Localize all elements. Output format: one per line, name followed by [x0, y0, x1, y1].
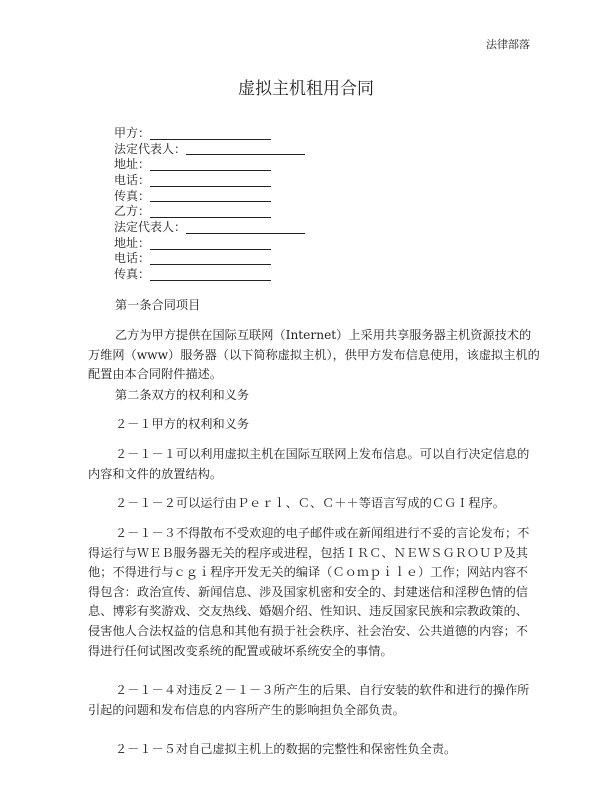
- field-label: 电话：: [114, 173, 151, 188]
- paragraph-line: 第一条合同项目: [115, 298, 201, 312]
- party-field: [114, 173, 305, 189]
- party-field: [114, 142, 305, 158]
- field-label: 法定代表人：: [114, 220, 187, 235]
- paragraph-line: 他；不得进行与ｃｇｉ程序开发无关的编译（Ｃｏｍｐｉｌｅ）工作；网站内容不: [88, 565, 528, 580]
- party-field: [114, 126, 305, 142]
- paragraph-line: 引起的问题和发布信息的内容所产生的影响担负全部负责。: [88, 702, 405, 717]
- paragraph-line: ２－１甲方的权利和义务: [115, 417, 250, 431]
- field-blank-line: [150, 269, 271, 281]
- document-title: 虚拟主机租用合同: [238, 79, 374, 99]
- paragraph-line: 息、博彩有奖游戏、交友热线、婚姻介绍、性知识、违反国家民族和宗教政策的、: [88, 604, 528, 619]
- paragraph-line: 得包含：政治宣传、新闻信息、涉及国家机密和安全的、封建迷信和淫秽色情的信: [88, 584, 528, 599]
- field-blank-line: [150, 159, 271, 171]
- field-blank-line: [150, 253, 271, 265]
- field-label: 法定代表人：: [114, 141, 187, 156]
- paragraph: [88, 524, 528, 661]
- field-label: 地址：: [114, 235, 151, 250]
- paragraph: [88, 740, 528, 760]
- party-field: [114, 204, 305, 220]
- field-label: 乙方：: [114, 204, 151, 219]
- field-blank-line: [150, 175, 271, 187]
- paragraph-line: ２－１－５对自己虚拟主机上的数据的完整性和保密性负全责。: [115, 742, 457, 756]
- party-field: [114, 252, 305, 268]
- party-field: [114, 236, 305, 252]
- field-label: 传真：: [114, 188, 151, 203]
- field-label: 地址：: [114, 157, 151, 172]
- paragraph-line: ２－１－１可以利用虚拟主机在国际互联网上发布信息。可以自行决定信息的: [115, 447, 530, 461]
- paragraph-line: 内容和文件的放置结构。: [88, 466, 223, 481]
- paragraph: [88, 415, 528, 435]
- paragraph-line: 万维网（www）服务器（以下简称虚拟主机），供甲方发布信息使用，该虚拟主机的: [88, 347, 540, 362]
- party-field: [114, 267, 305, 283]
- paragraph-line: ２－１－２可以运行由Ｐｅｒｌ、Ｃ、Ｃ＋＋等语言写成的ＣＧＩ程序。: [115, 496, 505, 510]
- paragraph: [88, 681, 528, 720]
- paragraph-line: 配置由本合同附件描述。: [88, 367, 223, 382]
- paragraph-line: ２－１－４对违反２－１－３所产生的后果、自行安装的软件和进行的操作所: [115, 683, 530, 697]
- field-blank-line: [150, 238, 271, 250]
- paragraph-line: 侵害他人合法权益的信息和其他有损于社会秩序、社会治安、公共道德的内容；不: [88, 623, 528, 638]
- paragraph-line: 得运行与ＷＥＢ服务器无关的程序或进程，包括ＩＲＣ、ＮＥＷＳＧＲＯＵＰ及其: [88, 545, 528, 560]
- paragraph: [88, 326, 540, 385]
- field-blank-line: [186, 143, 305, 155]
- paragraph: [88, 386, 528, 406]
- field-blank-line: [186, 222, 305, 234]
- field-label: 甲方：: [114, 125, 151, 140]
- paragraph: [88, 445, 528, 484]
- party-field: [114, 189, 305, 205]
- field-blank-line: [150, 190, 271, 202]
- paragraph: [88, 494, 528, 514]
- paragraph-line: 得进行任何试图改变系统的配置或破坏系统安全的事情。: [88, 643, 393, 658]
- field-blank-line: [150, 206, 271, 218]
- party-field: [114, 220, 305, 236]
- paragraph-line: 乙方为甲方提供在国际互联网（Internet）上采用共享服务器主机资源技术的: [115, 328, 532, 342]
- page-header: 法律部落: [486, 38, 530, 51]
- field-blank-line: [150, 128, 271, 140]
- party-field: [114, 157, 305, 173]
- paragraph-line: ２－１－３不得散布不受欢迎的电子邮件或在新闻组进行不妥的言论发布；不: [115, 526, 530, 540]
- paragraph: [88, 296, 528, 316]
- field-label: 传真：: [114, 267, 151, 282]
- field-label: 电话：: [114, 251, 151, 266]
- party-fields: [114, 126, 305, 283]
- paragraph-line: 第二条双方的权利和义务: [115, 388, 250, 402]
